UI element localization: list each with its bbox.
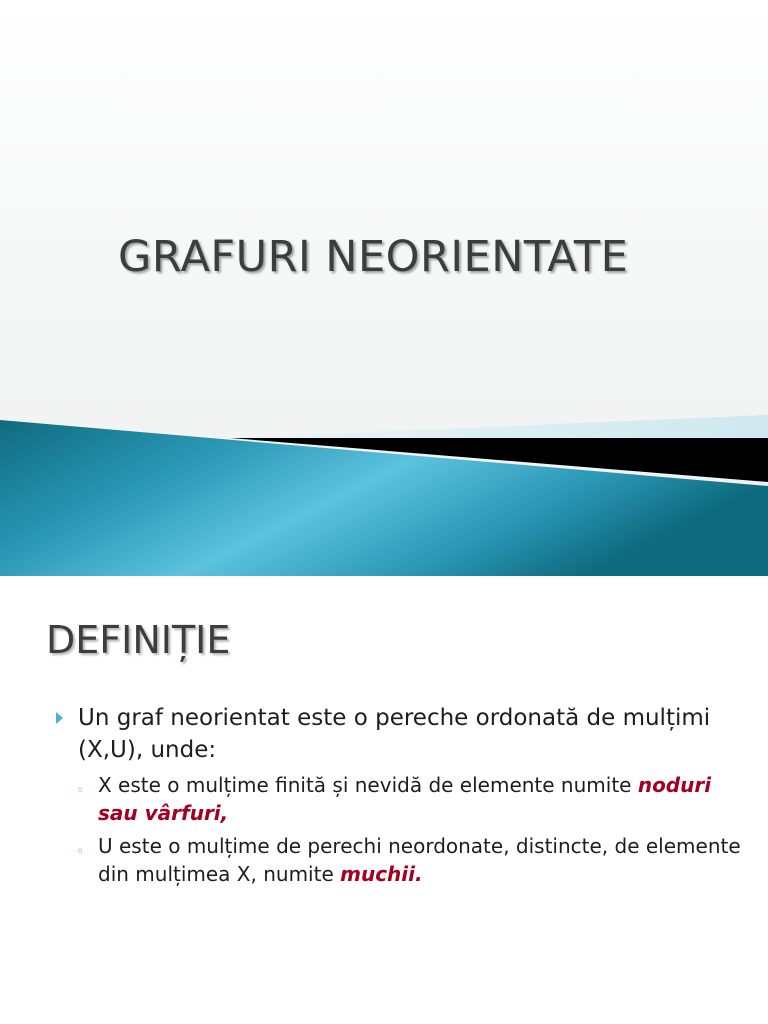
decorative-band xyxy=(0,410,768,576)
sub-bullet-item xyxy=(52,832,742,888)
sub-bullet-emphasis: noduri sau vârfuri, xyxy=(98,773,712,825)
triangle-bullet-icon xyxy=(56,712,63,724)
band-pale-wedge xyxy=(230,415,768,438)
bullet-text: Un graf neorientat este o pereche ordonată de mulțimi (X,U), unde: xyxy=(78,705,711,763)
bullet-item xyxy=(52,702,742,766)
slide-title: DEFINIȚIE xyxy=(46,618,231,662)
presentation-title: GRAFURI NEORIENTATE xyxy=(118,232,629,282)
definition-slide xyxy=(0,576,768,1024)
sub-bullet-text: U este o mulțime de perechi neordonate, distincte, de elemente din mulțimea X, numite xyxy=(98,834,741,886)
circle-bullet-icon: ◦ xyxy=(76,783,85,799)
sub-bullet-text: X este o mulțime finită și nevidă de elemente numite xyxy=(98,773,638,797)
circle-bullet-icon: ◦ xyxy=(76,844,85,860)
bullet-list xyxy=(52,702,742,888)
sub-bullet-item xyxy=(52,771,742,827)
sub-bullet-emphasis: muchii. xyxy=(340,862,423,886)
